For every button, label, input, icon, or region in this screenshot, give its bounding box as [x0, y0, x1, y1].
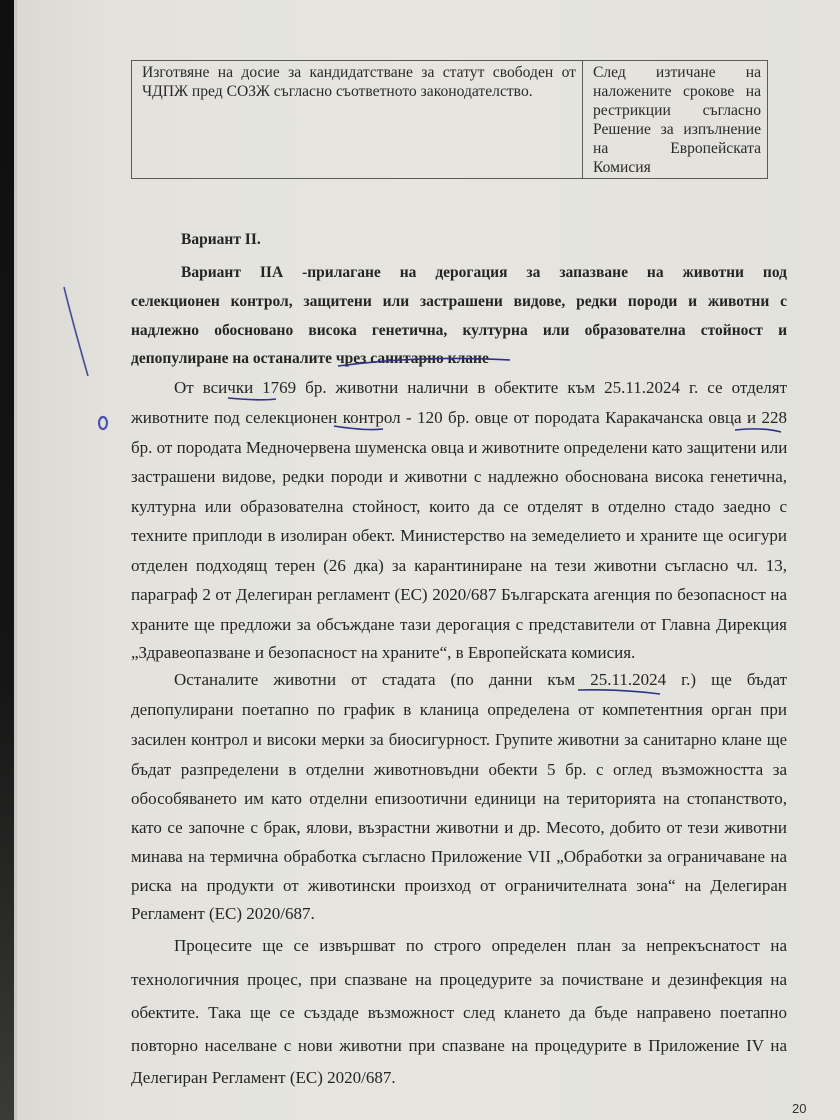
underline-stroke: [334, 426, 383, 430]
paragraph-line: обектите. Така ще се създаде възможност след клането да бъде направено поетапно: [131, 1003, 787, 1022]
paragraph-line: минава на термична обработка съгласно Приложение VII „Обработки за ограничаване на: [131, 847, 787, 866]
paragraph-line: културна или образователна стойност, които да се отделят в отделно стадо заедно с: [131, 497, 787, 516]
paragraph-line: техните приплоди в изолиран обект. Министерство на земеделието и храните ще осигури: [131, 526, 787, 545]
underline-stroke: [735, 429, 781, 432]
paragraph-line: като се започне с брак, ялови, възрастни животни и др. Месото, добито от тези животни: [131, 818, 787, 837]
subheading-line: Вариант IIА -прилагане на дерогация за запазване на животни под: [181, 264, 787, 281]
paragraph-line: повторно населване с нови животни при спазване на процедурите в Приложение IV на: [131, 1036, 787, 1055]
paragraph-line: застрашени видове, редки породи и животни с надлежно обоснована висока генетична,: [131, 467, 787, 486]
paragraph-line: параграф 2 от Делегиран регламент (ЕС) 2020/687 Българската агенция по безопасност на: [131, 585, 787, 604]
paragraph-line: бъдат разпределени в отделни животновъдни обекти 5 бр. с оглед възможността за: [131, 760, 787, 779]
paragraph-line: Регламент (ЕС) 2020/687.: [131, 904, 315, 923]
paragraph-line: От всички 1769 бр. животни налични в обектите към 25.11.2024 г. се отделят: [174, 378, 787, 397]
paragraph-line: Процесите ще се извършват по строго определен план за непрекъснатост на: [174, 936, 787, 955]
deadline-line: наложените срокове на: [593, 83, 761, 100]
paragraph-line: риска на продукти от животински произход от ограничителната зона“ на Делегиран: [131, 876, 787, 895]
underline-stroke: [578, 690, 660, 694]
subheading-line: селекционен контрол, защитени или застрашени видове, редки породи и животни с: [131, 293, 787, 310]
underline-stroke: [338, 358, 510, 366]
deadline-line: Решение за изпълнение: [593, 121, 761, 138]
paragraph-line: отделен подходящ терен (26 дка) за карантиниране на тези животни съгласно чл. 13,: [131, 556, 787, 575]
margin-pen-dot: [99, 417, 107, 429]
paragraph-line: депопулирани поетапно по график в кланица определена от компетентния орган при: [131, 700, 787, 719]
paragraph-line: животните под селекционен контрол - 120 бр. овце от породата Каракачанска овца и 228: [131, 408, 787, 427]
section-heading: Вариант II.: [181, 231, 261, 248]
subheading-line: надлежно обосновано висока генетична, културна или образователна стойност и: [131, 322, 787, 339]
subheading-line: депопулиране на останалите чрез санитарно клане: [131, 350, 489, 367]
activity-cell: Изготвяне на досие за кандидатстване за статут свободен от ЧДПЖ пред СОЗЖ съгласно съответното законодателство.: [132, 61, 583, 179]
paragraph-line: храните ще предложи за обсъждане тази дерогация с представители от Главна Дирекция: [131, 615, 787, 634]
paragraph-line: обособяването им като отделни епизоотични единици на територията на стопанството,: [131, 789, 787, 808]
paragraph-line: засилен контрол и високи мерки за биосигурност. Групите животни за санитарно клане ще: [131, 730, 787, 749]
margin-pen-stroke: [64, 287, 88, 376]
deadline-line: След изтичане на: [593, 64, 761, 81]
paragraph-line: „Здравеопазване и безопасност на храните“, в Европейската комисия.: [131, 643, 636, 662]
paragraph-line: технологичния процес, при спазване на процедурите за почистване и дезинфекция на: [131, 970, 787, 989]
deadline-line: на Европейската: [593, 140, 761, 157]
paragraph-line: бр. от породата Медночервена шуменска овца и животните определени като защитени или: [131, 438, 788, 457]
deadline-line: Комисия: [593, 159, 651, 176]
deadline-line: рестрикции съгласно: [593, 102, 761, 119]
paragraph-line: Делегиран Регламент (ЕС) 2020/687.: [131, 1068, 396, 1087]
page-number: 20: [792, 1101, 807, 1116]
paragraph-line: Останалите животни от стадата (по данни към 25.11.2024 г.) ще бъдат: [174, 670, 787, 689]
underline-stroke: [228, 398, 276, 400]
